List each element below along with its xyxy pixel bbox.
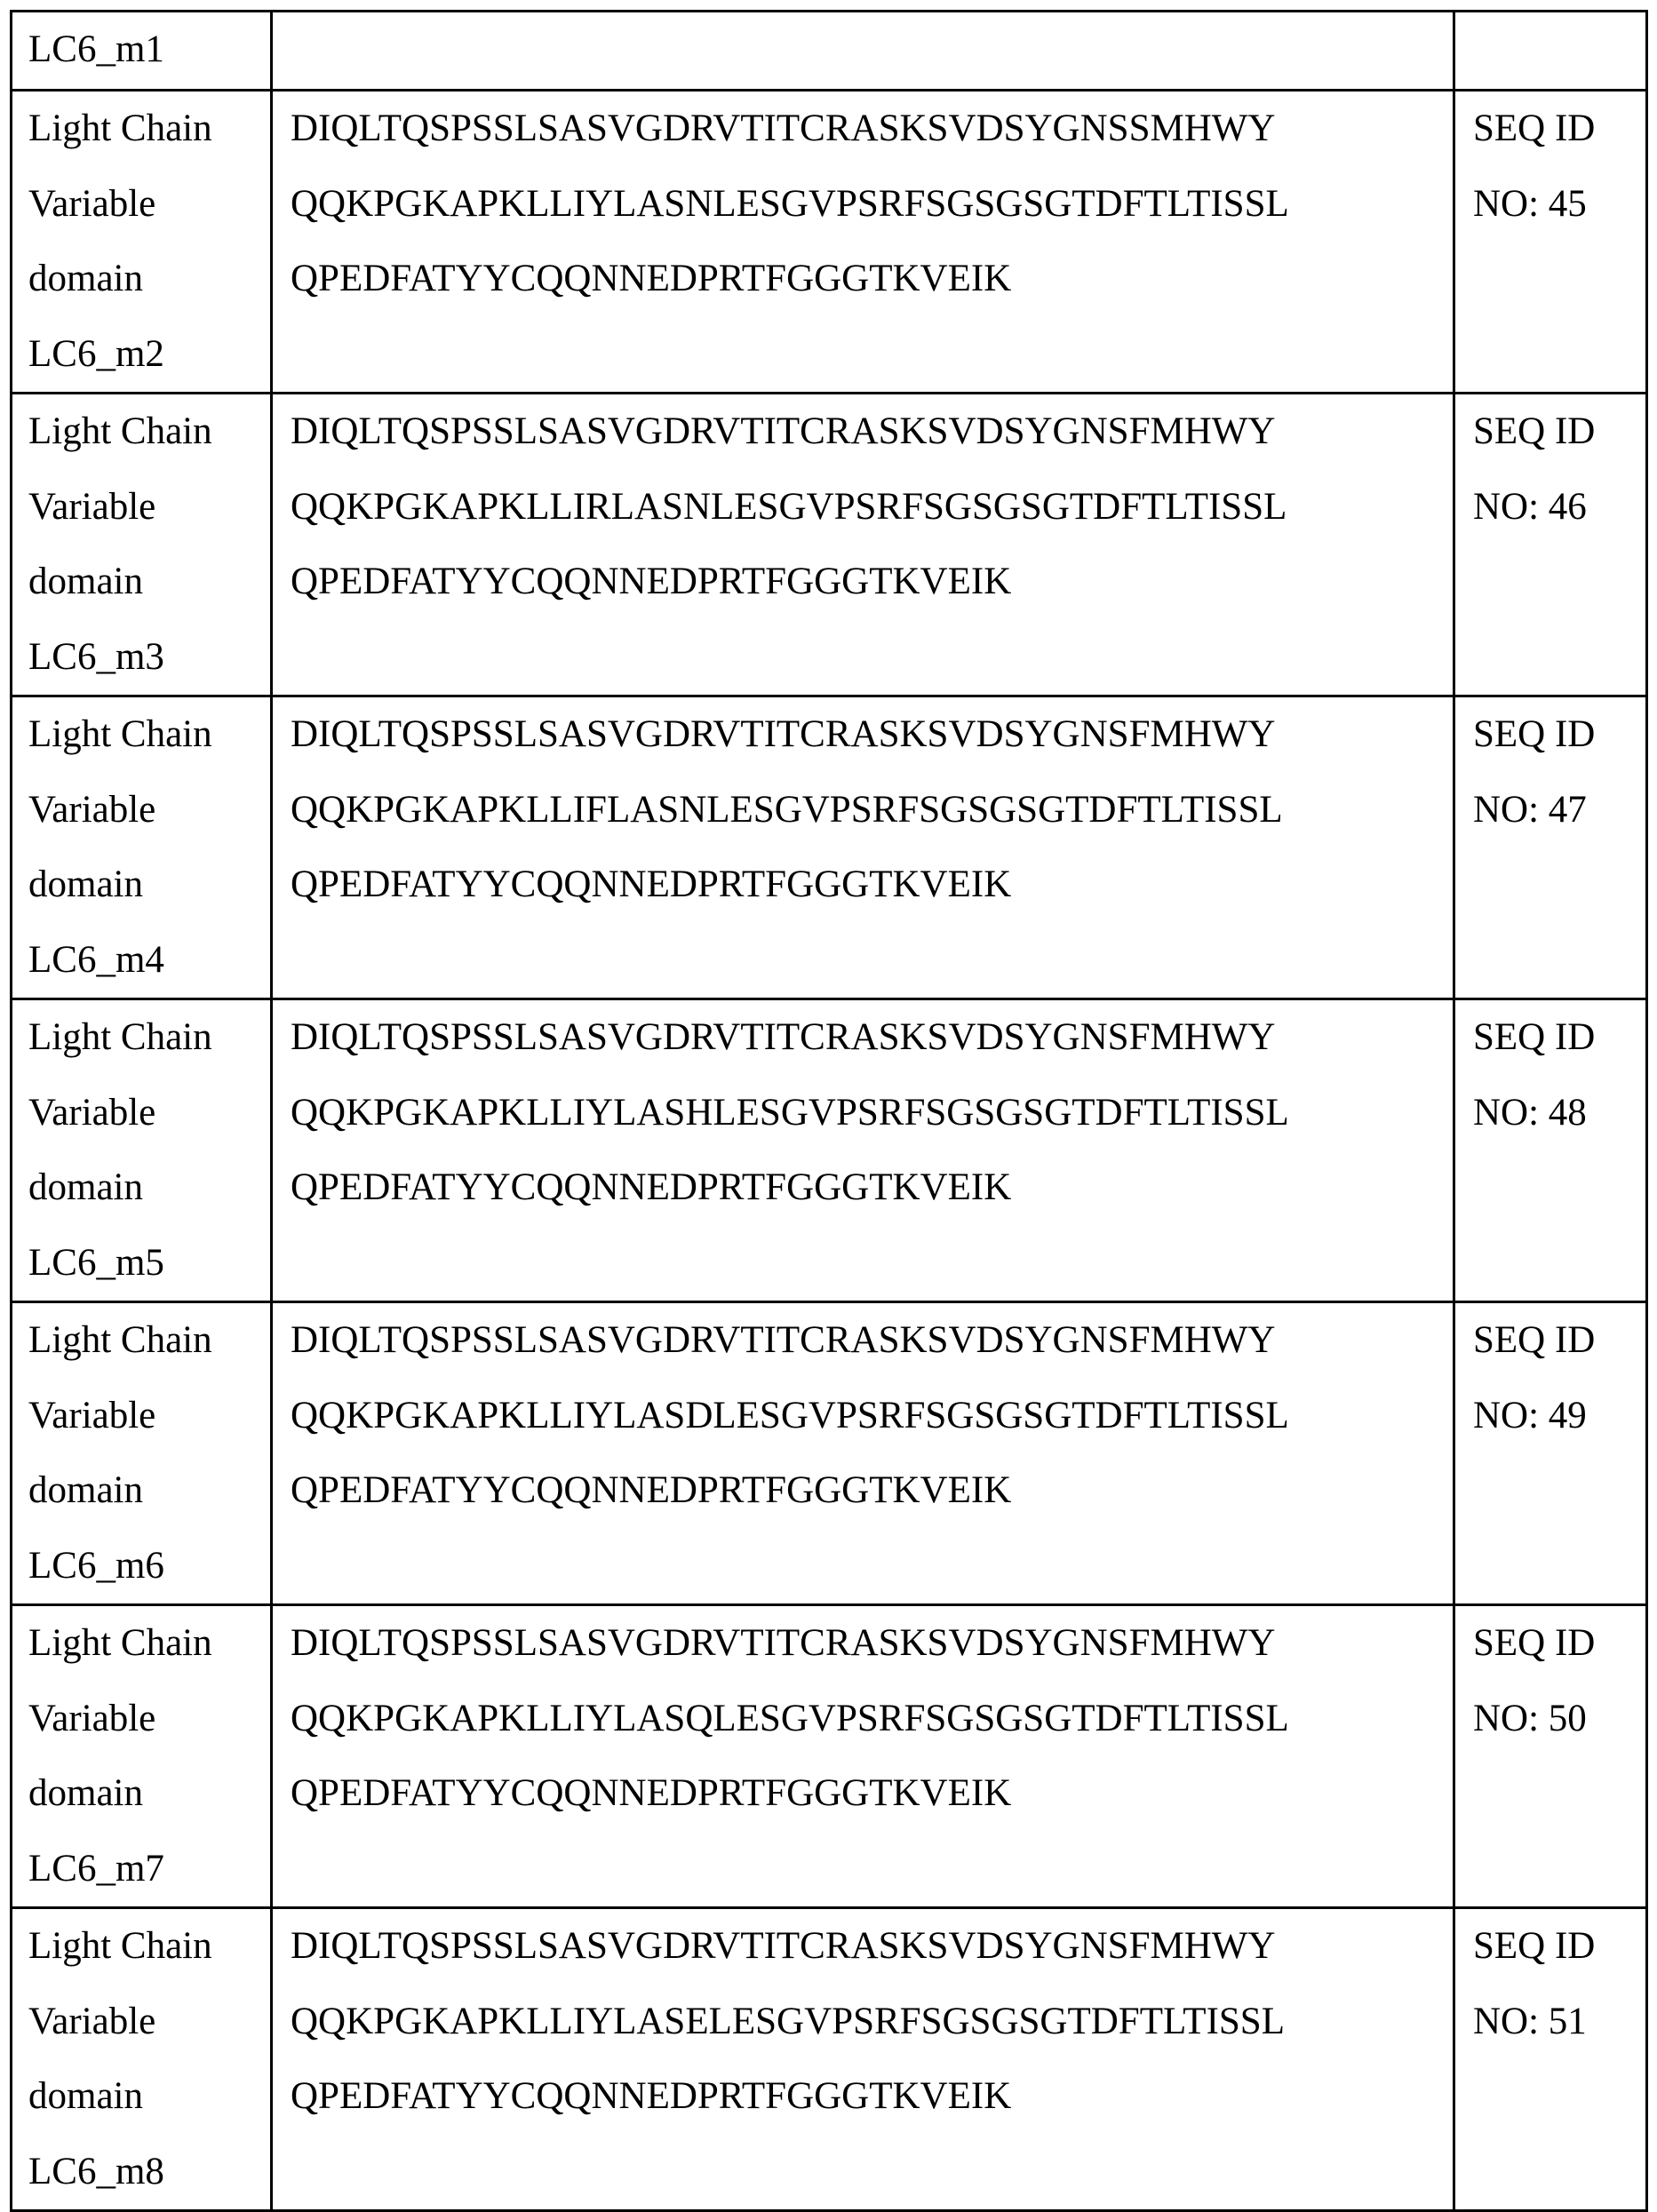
seq-id-line: NO: 49 [1473,1394,1587,1436]
chain-name-line: domain [28,1772,143,1814]
sequence-line: DIQLTQSPSSLSASVGDRVTITCRASKSVDSYGNSFMHWY [291,713,1276,755]
sequence-line: DIQLTQSPSSLSASVGDRVTITCRASKSVDSYGNSFMHWY [291,1016,1276,1058]
seq-id-cell [1454,91,1647,394]
chain-name-line: Light Chain [28,107,212,149]
chain-name-line: Variable [28,1091,156,1134]
seq-id-line: NO: 51 [1473,2000,1587,2042]
chain-name-line: LC6_m8 [28,2150,164,2192]
sequence-line: QQKPGKAPKLLIRLASNLESGVPSRFSGSGSGTDFTLTISSL [291,485,1287,528]
table-row [12,12,1647,91]
sequence-line: QPEDFATYYCQQNNEDPRTFGGGTKVEIK [291,1166,1012,1208]
seq-id-line: SEQ ID [1473,107,1596,149]
chain-name-cell [12,1302,272,1605]
seq-id-line: NO: 45 [1473,182,1587,225]
chain-name-cell [12,91,272,394]
chain-name-line: Variable [28,788,156,831]
sequence-cell [272,1302,1454,1605]
sequence-line: QPEDFATYYCQQNNEDPRTFGGGTKVEIK [291,258,1012,299]
seq-id-line: NO: 48 [1473,1091,1587,1134]
sequence-cell [272,1908,1454,2211]
chain-name-line: Variable [28,1697,156,1739]
table-row [12,696,1647,999]
sequence-line: QQKPGKAPKLLIFLASNLESGVPSRFSGSGSGTDFTLTISSL [291,788,1283,831]
seq-id-cell [1454,12,1647,91]
table-row [12,91,1647,394]
chain-name-line: Light Chain [28,410,212,452]
sequence-line: DIQLTQSPSSLSASVGDRVTITCRASKSVDSYGNSSMHWY [291,107,1276,149]
sequence-line: QQKPGKAPKLLIYLASNLESGVPSRFSGSGSGTDFTLTISSL [291,182,1289,225]
chain-name-cell [12,12,272,91]
chain-name-line: LC6_m4 [28,938,164,981]
chain-name-line: domain [28,561,143,602]
chain-name-line: Light Chain [28,1016,212,1058]
chain-name-line: domain [28,2075,143,2117]
sequence-line: DIQLTQSPSSLSASVGDRVTITCRASKSVDSYGNSFMHWY [291,1925,1276,1967]
chain-name-line: domain [28,258,143,299]
chain-name-line: Variable [28,182,156,225]
chain-name-line: Variable [28,2000,156,2042]
chain-name-line: domain [28,863,143,905]
chain-name-line: Light Chain [28,1622,212,1664]
sequence-cell [272,12,1454,91]
seq-id-line: NO: 47 [1473,788,1587,831]
chain-name-line: LC6_m5 [28,1241,164,1284]
seq-id-cell [1454,1908,1647,2211]
sequence-table [10,10,1648,2212]
seq-id-cell [1454,1302,1647,1605]
chain-name-line: Light Chain [28,1925,212,1967]
chain-name-cell [12,1908,272,2211]
chain-name-cell [12,999,272,1302]
sequence-line: QPEDFATYYCQQNNEDPRTFGGGTKVEIK [291,1772,1012,1814]
sequence-cell [272,1605,1454,1908]
chain-name-line: Variable [28,485,156,528]
seq-id-line: SEQ ID [1473,1016,1596,1058]
chain-name-cell [12,696,272,999]
seq-id-cell [1454,1605,1647,1908]
seq-id-line: SEQ ID [1473,713,1596,755]
seq-id-cell [1454,999,1647,1302]
sequence-cell [272,394,1454,696]
seq-id-cell [1454,696,1647,999]
chain-name-line: domain [28,1166,143,1208]
sequence-line: QPEDFATYYCQQNNEDPRTFGGGTKVEIK [291,561,1012,602]
chain-name-line: Variable [28,1394,156,1436]
table-row [12,394,1647,696]
chain-name-line: LC6_m6 [28,1544,164,1587]
sequence-line: DIQLTQSPSSLSASVGDRVTITCRASKSVDSYGNSFMHWY [291,1622,1276,1664]
table-row [12,1605,1647,1908]
table-row [12,1908,1647,2211]
chain-name-line: Light Chain [28,713,212,755]
seq-id-line: SEQ ID [1473,410,1596,452]
seq-id-line: SEQ ID [1473,1622,1596,1664]
chain-name-line: LC6_m2 [28,332,164,375]
seq-id-line: NO: 50 [1473,1697,1587,1739]
sequence-line: QQKPGKAPKLLIYLASQLESGVPSRFSGSGSGTDFTLTISSL [291,1697,1289,1739]
chain-name: LC6_m1 [28,28,164,70]
table-row [12,999,1647,1302]
chain-name-cell [12,394,272,696]
chain-name-line: Light Chain [28,1319,212,1361]
seq-id-line: SEQ ID [1473,1319,1596,1361]
chain-name-line: LC6_m3 [28,635,164,678]
sequence-cell [272,696,1454,999]
sequence-line: DIQLTQSPSSLSASVGDRVTITCRASKSVDSYGNSFMHWY [291,410,1276,452]
sequence-line: QPEDFATYYCQQNNEDPRTFGGGTKVEIK [291,863,1012,905]
sequence-line: QQKPGKAPKLLIYLASHLESGVPSRFSGSGSGTDFTLTISSL [291,1091,1289,1134]
sequence-line: QPEDFATYYCQQNNEDPRTFGGGTKVEIK [291,2075,1012,2117]
chain-name-line: domain [28,1469,143,1511]
seq-id-cell [1454,394,1647,696]
sequence-cell [272,91,1454,394]
table-row [12,1302,1647,1605]
sequence-line: QQKPGKAPKLLIYLASELESGVPSRFSGSGSGTDFTLTISSL [291,2000,1285,2042]
sequence-line: DIQLTQSPSSLSASVGDRVTITCRASKSVDSYGNSFMHWY [291,1319,1276,1361]
seq-id-line: SEQ ID [1473,1925,1596,1967]
sequence-line: QQKPGKAPKLLIYLASDLESGVPSRFSGSGSGTDFTLTISSL [291,1394,1289,1436]
chain-name-line: LC6_m7 [28,1847,164,1890]
seq-id-line: NO: 46 [1473,485,1587,528]
sequence-cell [272,999,1454,1302]
sequence-line: QPEDFATYYCQQNNEDPRTFGGGTKVEIK [291,1469,1012,1511]
chain-name-cell [12,1605,272,1908]
